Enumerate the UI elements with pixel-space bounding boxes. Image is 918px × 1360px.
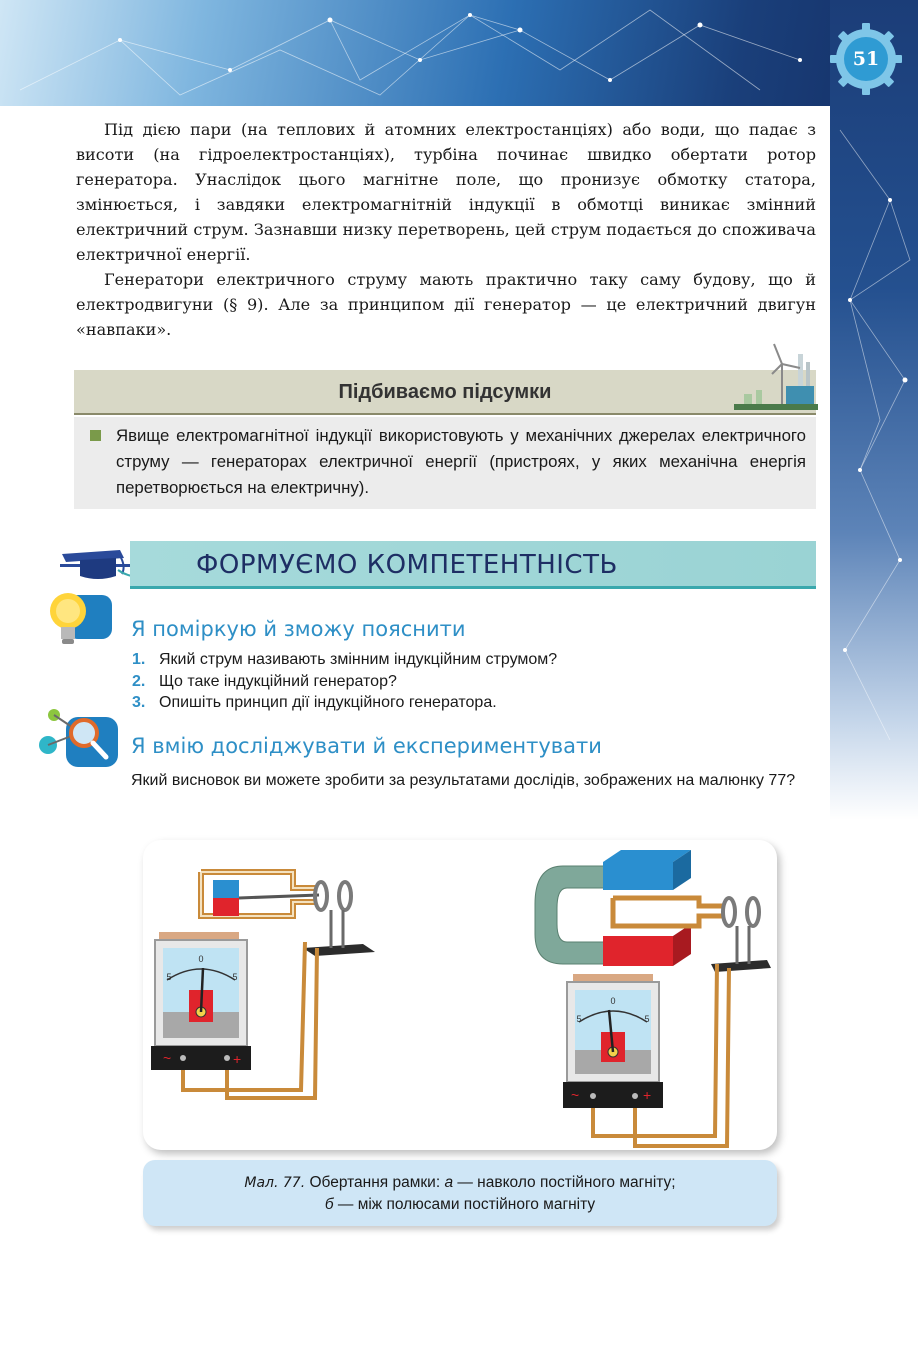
page-number-text: 51 bbox=[852, 48, 880, 70]
lightbulb-icon bbox=[42, 589, 112, 649]
question-number: 2. bbox=[132, 672, 146, 690]
question-text: Який струм називають змінним індукційним струмом? bbox=[159, 651, 558, 668]
question-number: 3. bbox=[132, 694, 146, 711]
side-constellation bbox=[830, 0, 918, 820]
caption-line-1 bbox=[143, 1174, 777, 1192]
section-heading-explain: Я поміркую й зможу пояснити bbox=[131, 617, 466, 641]
caption-letter: а bbox=[444, 1174, 454, 1191]
magnet-red bbox=[213, 898, 239, 916]
summary-header bbox=[74, 370, 816, 415]
list-item bbox=[132, 649, 812, 671]
terminal-minus-label: ~ bbox=[571, 1087, 580, 1103]
magnet-south bbox=[603, 936, 673, 966]
section-heading-research: Я вмію досліджувати й експериментувати bbox=[131, 734, 602, 758]
experiment-a bbox=[151, 872, 375, 1102]
square-bullet-icon bbox=[90, 430, 101, 441]
magnet-north bbox=[603, 862, 673, 890]
research-question: Який висновок ви можете зробити за результатами дослідів, зображених на малюнку 77? bbox=[131, 772, 796, 789]
question-number: 1. bbox=[132, 651, 146, 668]
header-banner bbox=[0, 0, 918, 106]
terminal-minus-label: ~ bbox=[163, 1050, 172, 1066]
question-list bbox=[132, 649, 812, 714]
scale-right-label: 5 bbox=[232, 972, 238, 982]
summary-title: Підбиваємо підсумки bbox=[338, 381, 552, 403]
caption-text: Обертання рамки: bbox=[305, 1174, 445, 1191]
caption-label: Мал. 77. bbox=[244, 1175, 306, 1191]
list-item bbox=[132, 671, 812, 693]
competence-banner bbox=[130, 541, 816, 589]
magnet-blue bbox=[213, 880, 239, 898]
body-paragraph: Під дією пари (на теплових й атомних електростанціях) або води, що падає з висоти (на гідроелектростанціях), турбіна починає швидко обертати ротор генератора. Унаслідок цього магнітне поле, що пронизує обмотку статора, змінюється, і завдяки електромагнітній індукції в обмотці виникає змінний електричний струм. Зазнавши низку перетворень, цей струм подається до споживача електричної енергії. bbox=[76, 120, 816, 264]
terminal-plus-label: + bbox=[643, 1087, 652, 1103]
caption-line-2 bbox=[143, 1196, 777, 1214]
constellation-decoration bbox=[0, 0, 918, 106]
question-text: Опишіть принцип дії індукційного генератора. bbox=[159, 694, 497, 711]
figure-caption bbox=[143, 1160, 777, 1226]
experiment-b bbox=[535, 850, 771, 1146]
figure-illustration bbox=[143, 840, 777, 1150]
scale-zero-label: 0 bbox=[198, 954, 204, 964]
summary-body bbox=[74, 417, 816, 509]
power-station-icon bbox=[734, 334, 818, 414]
summary-text: Явище електромагнітної індукції використовують у механічних джерелах електричного струму — генераторах електричної енергії (пристроях, у яких механічна енергія перетворюється на електричну). bbox=[116, 426, 806, 497]
caption-text: — навколо постійного магніту; bbox=[453, 1174, 676, 1191]
caption-letter: б bbox=[324, 1196, 334, 1213]
research-icon bbox=[38, 705, 122, 769]
body-paragraph: Генератори електричного струму мають практично таку саму будову, що й електродвигуни (§ 9). Але за принципом дії генератор — це електричний двигун «навпаки». bbox=[76, 270, 816, 339]
question-text: Що таке індукційний генератор? bbox=[159, 672, 397, 690]
scale-left-label: 5 bbox=[576, 1014, 582, 1024]
competence-title: ФОРМУЄМО КОМПЕТЕНТНІСТЬ bbox=[196, 550, 618, 580]
scale-zero-label: 0 bbox=[610, 996, 616, 1006]
page-number-badge bbox=[829, 22, 903, 96]
side-decoration bbox=[830, 0, 918, 820]
scale-left-label: 5 bbox=[166, 972, 172, 982]
list-item bbox=[132, 692, 812, 714]
caption-text: — між полюсами постійного магніту bbox=[333, 1196, 596, 1213]
scale-right-label: 5 bbox=[644, 1014, 650, 1024]
terminal-plus-label: + bbox=[233, 1051, 242, 1067]
